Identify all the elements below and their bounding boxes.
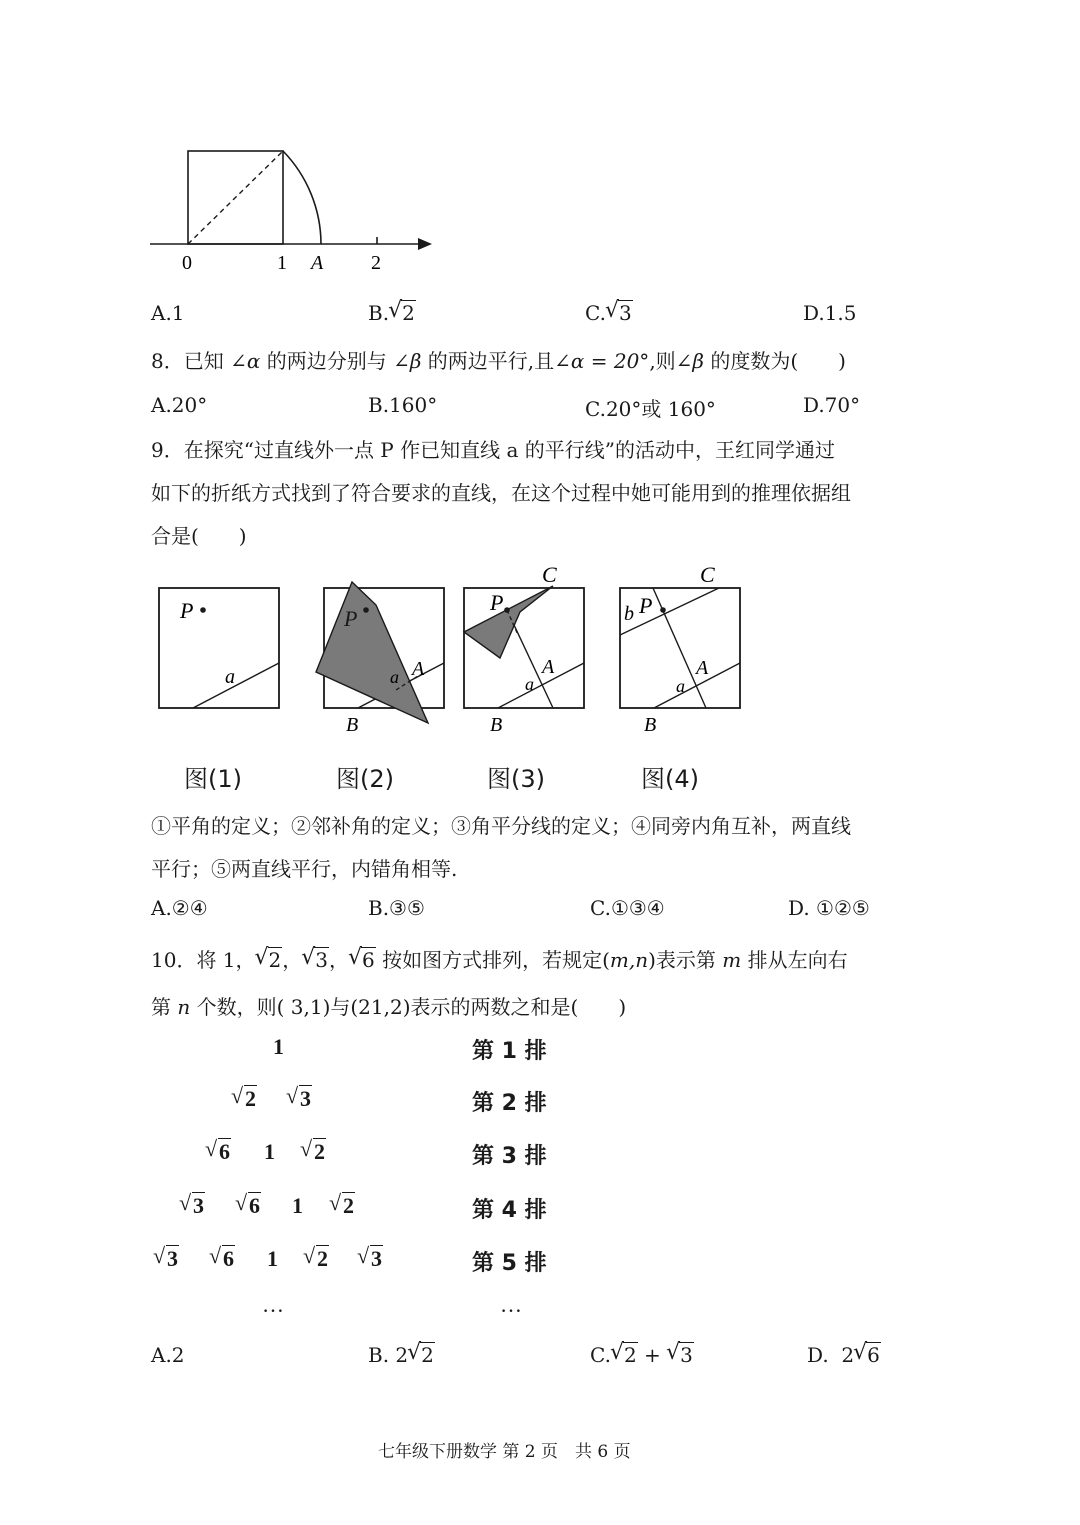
axis-arrow bbox=[418, 238, 432, 250]
q10-option-c-label: C. bbox=[590, 1343, 611, 1367]
q10-line2-start: 第 bbox=[151, 995, 171, 1019]
row5-item-1 bbox=[154, 1246, 179, 1272]
row4-item-4 bbox=[330, 1193, 355, 1219]
q10-option-b-label: B. 2 bbox=[368, 1343, 409, 1367]
sqrt-2 bbox=[408, 1343, 435, 1367]
radicand: 3 bbox=[618, 301, 632, 325]
comma: ， bbox=[329, 948, 349, 972]
row5-item-4 bbox=[304, 1246, 329, 1272]
q10-line2-rest: 个数，则( 3,1)与(21,2)表示的两数之和是( ) bbox=[196, 995, 627, 1019]
q7-option-c bbox=[585, 301, 633, 325]
figure-4 bbox=[620, 562, 740, 736]
q8-mid2: 的两边平行,且 bbox=[427, 349, 555, 373]
row4-item-1 bbox=[180, 1193, 205, 1219]
tick-label-2: 2 bbox=[371, 252, 381, 274]
plus-sign: + bbox=[644, 1343, 661, 1367]
angle-alpha: ∠α bbox=[230, 349, 261, 373]
point-label-a: A bbox=[311, 252, 324, 274]
q8-option-d: D.70° bbox=[803, 393, 861, 417]
row1-item-1: 1 bbox=[273, 1034, 284, 1059]
radicand: 2 bbox=[421, 1343, 434, 1367]
radicand: 2 bbox=[245, 1086, 256, 1111]
angle-beta-2: ∠β bbox=[675, 349, 704, 373]
radicand: 6 bbox=[249, 1193, 260, 1218]
tick-label-0: 0 bbox=[182, 252, 192, 274]
radicand: 2 bbox=[317, 1246, 328, 1271]
q10-line1-suffix: 按如图方式排列，若规定( bbox=[382, 948, 610, 972]
line-a-1 bbox=[193, 663, 279, 708]
tick-label-1: 1 bbox=[277, 252, 287, 274]
radicand: 3 bbox=[167, 1246, 178, 1271]
label-big-a-4: A bbox=[696, 657, 709, 679]
sqrt-3 bbox=[358, 1246, 383, 1272]
sqrt-2 bbox=[389, 301, 416, 325]
page-footer: 七年级下册数学 第 2 页 共 6 页 bbox=[378, 1442, 631, 1462]
radicand: 3 bbox=[193, 1193, 204, 1218]
caption-figure-1: 图(1) bbox=[184, 765, 242, 793]
row2-item-2 bbox=[287, 1086, 312, 1112]
label-p-3: P bbox=[490, 590, 504, 615]
q9-line-3: 合是( ) bbox=[151, 524, 247, 548]
label-c-3: C bbox=[542, 562, 557, 587]
number-line-figure bbox=[140, 140, 440, 275]
line-a-3 bbox=[498, 663, 584, 708]
sqrt-2 bbox=[232, 1086, 257, 1112]
row4-item-2 bbox=[236, 1193, 261, 1219]
q10-option-a: A.2 bbox=[151, 1343, 185, 1367]
q10-option-c bbox=[590, 1343, 694, 1367]
point-p-1 bbox=[200, 607, 206, 613]
sqrt-6 bbox=[210, 1246, 235, 1272]
sqrt-2 bbox=[304, 1246, 329, 1272]
label-c-4: C bbox=[700, 562, 715, 587]
point-p-2 bbox=[363, 607, 369, 613]
row4-item-3: 1 bbox=[292, 1193, 303, 1218]
label-p-1: P bbox=[180, 598, 194, 623]
radicand: 6 bbox=[219, 1139, 230, 1164]
label-p-4: P bbox=[639, 593, 653, 618]
q7-option-b bbox=[368, 301, 416, 325]
sqrt-2 bbox=[330, 1193, 355, 1219]
q7-option-c-label: C. bbox=[585, 301, 606, 325]
row2-item-1 bbox=[232, 1086, 257, 1112]
arc bbox=[283, 151, 321, 244]
labels-ellipsis: … bbox=[500, 1292, 522, 1317]
label-a-2: a bbox=[390, 667, 399, 687]
sqrt-3 bbox=[302, 948, 329, 972]
q10-n: n bbox=[177, 995, 191, 1019]
caption-figure-3: 图(3) bbox=[487, 765, 545, 793]
q9-line-2: 如下的折纸方式找到了符合要求的直线，在这个过程中她可能用到的推理依据组 bbox=[151, 481, 851, 505]
q10-line-2 bbox=[151, 991, 626, 1020]
label-big-a-3: A bbox=[542, 656, 555, 678]
sqrt-2 bbox=[256, 948, 283, 972]
radicand: 2 bbox=[402, 301, 415, 325]
label-p-2: P bbox=[344, 606, 358, 631]
q10-line-1 bbox=[151, 944, 848, 973]
q10-prefix: 10．将 1， bbox=[151, 948, 256, 972]
sqrt-2 bbox=[301, 1139, 326, 1165]
q8-mid3: ,则 bbox=[649, 349, 676, 373]
sqrt-2 bbox=[611, 1343, 638, 1367]
row3-item-2: 1 bbox=[264, 1139, 275, 1164]
q10-option-d bbox=[807, 1343, 881, 1367]
rows-ellipsis: … bbox=[262, 1292, 284, 1317]
radicand: 3 bbox=[315, 948, 328, 972]
q8-option-a: A.20° bbox=[151, 393, 208, 417]
row3-item-3 bbox=[301, 1139, 326, 1165]
sqrt-3 bbox=[667, 1343, 694, 1367]
q10-mn: m,n bbox=[609, 948, 649, 972]
label-a-4: a bbox=[676, 676, 685, 696]
q10-m: m bbox=[722, 948, 742, 972]
point-p-4 bbox=[660, 607, 666, 613]
figure-2 bbox=[316, 582, 444, 736]
q10-line1-end: 排从左向右 bbox=[747, 948, 848, 972]
q9-option-b: B.③⑤ bbox=[368, 896, 425, 920]
sqrt-3 bbox=[606, 301, 633, 325]
folded-flap-2 bbox=[316, 582, 428, 723]
q10-line1-tail: )表示第 bbox=[648, 948, 716, 972]
radicand: 6 bbox=[362, 948, 375, 972]
row-label-3: 第 3 排 bbox=[472, 1144, 547, 1169]
label-b-2: B bbox=[346, 714, 359, 736]
label-a-1: a bbox=[225, 666, 235, 688]
radicand: 3 bbox=[300, 1086, 311, 1111]
radicand: 3 bbox=[371, 1246, 382, 1271]
q9-option-c: C.①③④ bbox=[590, 896, 665, 920]
folded-flap-3 bbox=[464, 586, 553, 658]
diagonal-dashed bbox=[188, 151, 283, 244]
q7-option-a: A.1 bbox=[151, 301, 185, 325]
sqrt-3 bbox=[154, 1246, 179, 1272]
sqrt-6 bbox=[236, 1193, 261, 1219]
row-label-5: 第 5 排 bbox=[472, 1251, 547, 1276]
q9-option-a: A.②④ bbox=[151, 896, 208, 920]
angle-beta: ∠β bbox=[393, 349, 422, 373]
row3-item-1 bbox=[206, 1139, 231, 1165]
q9-basis-line-1: ①平角的定义；②邻补角的定义；③角平分线的定义；④同旁内角互补，两直线 bbox=[151, 814, 851, 838]
line-b-4 bbox=[620, 588, 719, 635]
q8-option-c: C.20°或 160° bbox=[585, 397, 716, 421]
point-p-3 bbox=[504, 607, 510, 613]
q8-stem bbox=[151, 345, 846, 374]
row-label-2: 第 2 排 bbox=[472, 1091, 547, 1116]
caption-figure-2: 图(2) bbox=[336, 765, 394, 793]
folding-figures bbox=[140, 560, 760, 740]
sqrt-6 bbox=[206, 1139, 231, 1165]
radicand: 3 bbox=[680, 1343, 693, 1367]
label-b-4: B bbox=[644, 714, 657, 736]
angle-equation: ∠α = 20° bbox=[554, 349, 650, 373]
figure-1 bbox=[159, 588, 279, 708]
radicand: 2 bbox=[314, 1139, 325, 1164]
q10-option-b bbox=[368, 1343, 435, 1367]
row-label-4: 第 4 排 bbox=[472, 1198, 547, 1223]
comma: ， bbox=[282, 948, 303, 972]
figure-3 bbox=[464, 562, 584, 736]
radicand: 2 bbox=[623, 1343, 637, 1367]
q8-prefix: 8．已知 bbox=[151, 349, 224, 373]
sqrt-6 bbox=[854, 1343, 881, 1367]
q8-mid1: 的两边分别与 bbox=[266, 349, 387, 373]
radicand: 2 bbox=[343, 1193, 354, 1218]
q7-option-b-label: B. bbox=[368, 301, 390, 325]
row5-item-5 bbox=[358, 1246, 383, 1272]
paper-1 bbox=[159, 588, 279, 708]
sqrt-3 bbox=[180, 1193, 205, 1219]
radicand: 2 bbox=[268, 948, 282, 972]
radicand: 6 bbox=[867, 1343, 880, 1367]
label-b-3: B bbox=[490, 714, 503, 736]
label-b-small-4: b bbox=[624, 603, 634, 625]
row5-item-2 bbox=[210, 1246, 235, 1272]
radicand: 6 bbox=[223, 1246, 234, 1271]
q8-suffix: 的度数为( ) bbox=[710, 349, 846, 373]
q9-option-d: D. ①②⑤ bbox=[788, 896, 870, 920]
caption-figure-4: 图(4) bbox=[641, 765, 699, 793]
q7-option-d: D.1.5 bbox=[803, 301, 857, 325]
sqrt-3 bbox=[287, 1086, 312, 1112]
row-label-1: 第 1 排 bbox=[472, 1039, 547, 1064]
q9-basis-line-2: 平行；⑤两直线平行，内错角相等. bbox=[151, 857, 458, 881]
row5-item-3: 1 bbox=[267, 1246, 278, 1271]
label-big-a-2: A bbox=[412, 658, 425, 680]
sqrt-6 bbox=[349, 948, 376, 972]
label-a-3: a bbox=[525, 674, 534, 694]
q8-option-b: B.160° bbox=[368, 393, 438, 417]
q9-line-1: 9．在探究“过直线外一点 P 作已知直线 a 的平行线”的活动中，王红同学通过 bbox=[151, 438, 835, 462]
q10-option-d-label: D. 2 bbox=[807, 1343, 855, 1367]
